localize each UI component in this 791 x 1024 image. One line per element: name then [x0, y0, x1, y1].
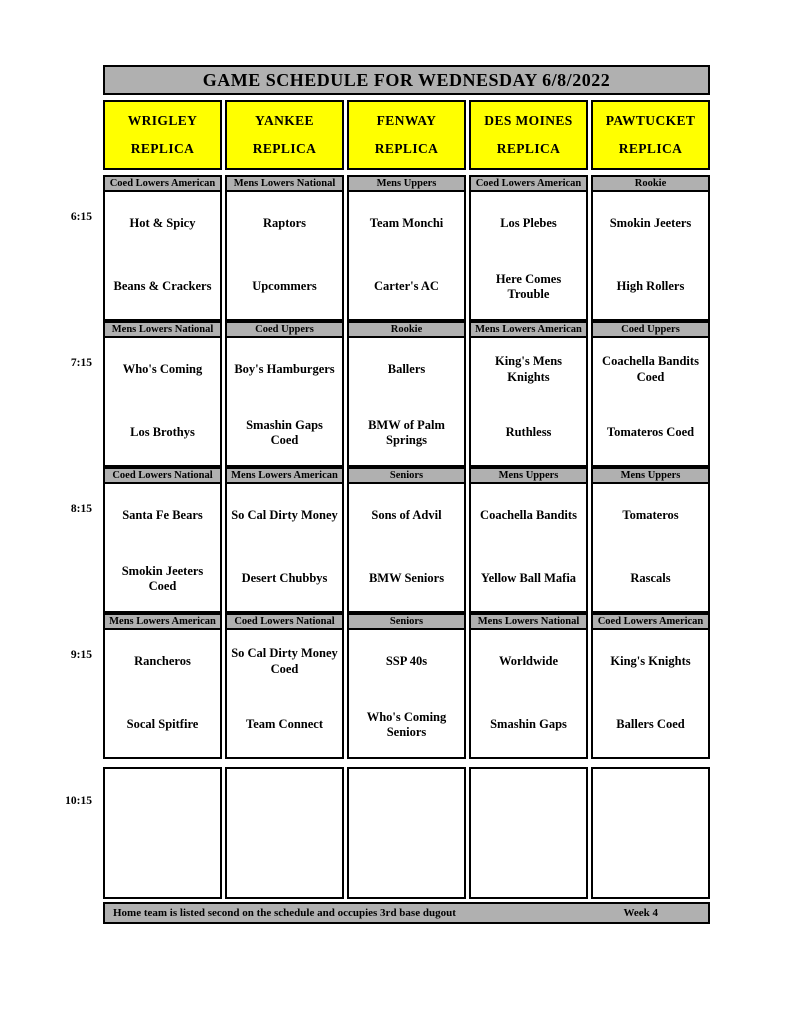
field-name: YANKEE: [255, 113, 314, 129]
home-team: Team Connect: [246, 717, 323, 732]
time-slot-row-915: [0, 613, 710, 759]
division-label: Coed Lowers American: [591, 613, 710, 630]
home-team: Smashin Gaps Coed: [246, 417, 323, 448]
empty-game-cell: [591, 767, 710, 899]
game-cell: [347, 338, 466, 467]
field-name: FENWAY: [376, 113, 437, 129]
game-cell: [469, 630, 588, 759]
game-cell: [103, 630, 222, 759]
field-header-fenway: [347, 100, 466, 170]
field-name: WRIGLEY: [127, 113, 198, 129]
game-cell: [469, 192, 588, 321]
division-label: Coed Lowers American: [469, 175, 588, 192]
field-header-row: [0, 100, 710, 170]
field-type: REPLICA: [252, 140, 317, 156]
away-team: Team Monchi: [369, 215, 444, 230]
field-header-wrigley: [103, 100, 222, 170]
time-slot-row-1015: [0, 767, 710, 899]
home-team: Rascals: [630, 571, 671, 586]
time-label: 6:15: [70, 211, 92, 223]
time-label: 10:15: [65, 795, 92, 807]
away-team: Sons of Advil: [371, 507, 442, 522]
away-team: Who's Coming: [122, 361, 203, 376]
division-label: Coed Lowers National: [103, 467, 222, 484]
division-label: Mens Lowers National: [225, 175, 344, 192]
division-label: Seniors: [347, 467, 466, 484]
away-team: King's Knights: [610, 653, 691, 668]
home-team: Ballers Coed: [616, 717, 685, 732]
away-team: Ballers: [387, 361, 426, 376]
game-cell: [225, 484, 344, 613]
division-label: Mens Lowers American: [103, 613, 222, 630]
home-team: Yellow Ball Mafia: [480, 571, 577, 586]
away-team: Boy's Hamburgers: [234, 361, 335, 376]
home-team: Smashin Gaps: [490, 717, 567, 732]
away-team: Coachella Bandits Coed: [602, 354, 699, 384]
field-type: REPLICA: [618, 140, 683, 156]
division-label: Mens Lowers American: [469, 321, 588, 338]
time-slot-row-715: [0, 321, 710, 467]
field-name: PAWTUCKET: [605, 113, 696, 129]
division-label: Mens Uppers: [469, 467, 588, 484]
game-cell: [469, 484, 588, 613]
time-label: 7:15: [70, 357, 92, 369]
home-team: Here Comes Trouble: [495, 271, 562, 302]
away-team: Hot & Spicy: [129, 215, 196, 230]
division-label: Mens Lowers National: [469, 613, 588, 630]
game-cell: [469, 338, 588, 467]
division-label: Mens Uppers: [347, 175, 466, 192]
home-team: Tomateros Coed: [606, 425, 695, 440]
time-label: 9:15: [70, 649, 92, 661]
home-team: BMW Seniors: [368, 571, 445, 586]
game-cell: [347, 192, 466, 321]
empty-game-cell: [103, 767, 222, 899]
division-label: Coed Lowers National: [225, 613, 344, 630]
division-label: Mens Lowers National: [103, 321, 222, 338]
field-header-yankee: [225, 100, 344, 170]
time-slot-row-815: [0, 467, 710, 613]
away-team: Coachella Bandits: [480, 507, 577, 522]
title-row: [0, 65, 710, 95]
home-team: High Rollers: [616, 279, 685, 294]
home-team: BMW of Palm Springs: [368, 417, 445, 448]
away-team: Tomateros: [622, 507, 679, 522]
game-cell: [103, 338, 222, 467]
home-team: Carter's AC: [374, 279, 439, 294]
division-label: Coed Uppers: [225, 321, 344, 338]
field-type: REPLICA: [496, 140, 561, 156]
division-label: Rookie: [591, 175, 710, 192]
field-name: DES MOINES: [484, 113, 573, 129]
week-label: Week 4: [623, 907, 658, 919]
away-team: SSP 40s: [385, 653, 428, 668]
home-team: Smokin Jeeters Coed: [121, 563, 204, 594]
home-team: Upcommers: [252, 279, 317, 294]
away-team: King's Mens Knights: [494, 354, 563, 384]
time-slot-row-615: [0, 175, 710, 321]
away-team: Rancheros: [134, 653, 191, 668]
game-cell: [225, 630, 344, 759]
empty-game-cell: [469, 767, 588, 899]
empty-game-cell: [347, 767, 466, 899]
away-team: Los Plebes: [500, 215, 557, 230]
page-title: GAME SCHEDULE FOR WEDNESDAY 6/8/2022: [103, 65, 710, 95]
home-team: Socal Spitfire: [126, 717, 199, 732]
away-team: Smokin Jeeters: [609, 215, 692, 230]
division-label: Coed Uppers: [591, 321, 710, 338]
footer-row: [0, 902, 710, 924]
game-cell: [225, 338, 344, 467]
home-team: Ruthless: [505, 425, 552, 440]
game-cell: [347, 630, 466, 759]
division-label: Mens Lowers American: [225, 467, 344, 484]
division-label: Seniors: [347, 613, 466, 630]
empty-game-cell: [225, 767, 344, 899]
game-cell: [591, 484, 710, 613]
away-team: Raptors: [262, 215, 307, 230]
game-cell: [103, 484, 222, 613]
away-team: Worldwide: [498, 653, 559, 668]
away-team: So Cal Dirty Money Coed: [231, 646, 338, 676]
away-team: Santa Fe Bears: [122, 507, 203, 522]
footer-note: Home team is listed second on the schedule and occupies 3rd base dugout: [113, 907, 456, 919]
game-cell: [591, 192, 710, 321]
field-type: REPLICA: [374, 140, 439, 156]
field-header-pawtucket: [591, 100, 710, 170]
home-team: Desert Chubbys: [241, 571, 328, 586]
game-cell: [225, 192, 344, 321]
division-label: Mens Uppers: [591, 467, 710, 484]
away-team: So Cal Dirty Money: [231, 507, 338, 522]
division-label: Rookie: [347, 321, 466, 338]
home-team: Beans & Crackers: [113, 279, 212, 294]
game-cell: [591, 630, 710, 759]
field-type: REPLICA: [130, 140, 195, 156]
game-cell: [347, 484, 466, 613]
division-label: Coed Lowers American: [103, 175, 222, 192]
field-header-des-moines: [469, 100, 588, 170]
time-label: 8:15: [70, 503, 92, 515]
game-cell: [103, 192, 222, 321]
home-team: Los Brothys: [130, 425, 195, 440]
game-cell: [591, 338, 710, 467]
home-team: Who's Coming Seniors: [366, 709, 447, 740]
footer-bar: [103, 902, 710, 924]
